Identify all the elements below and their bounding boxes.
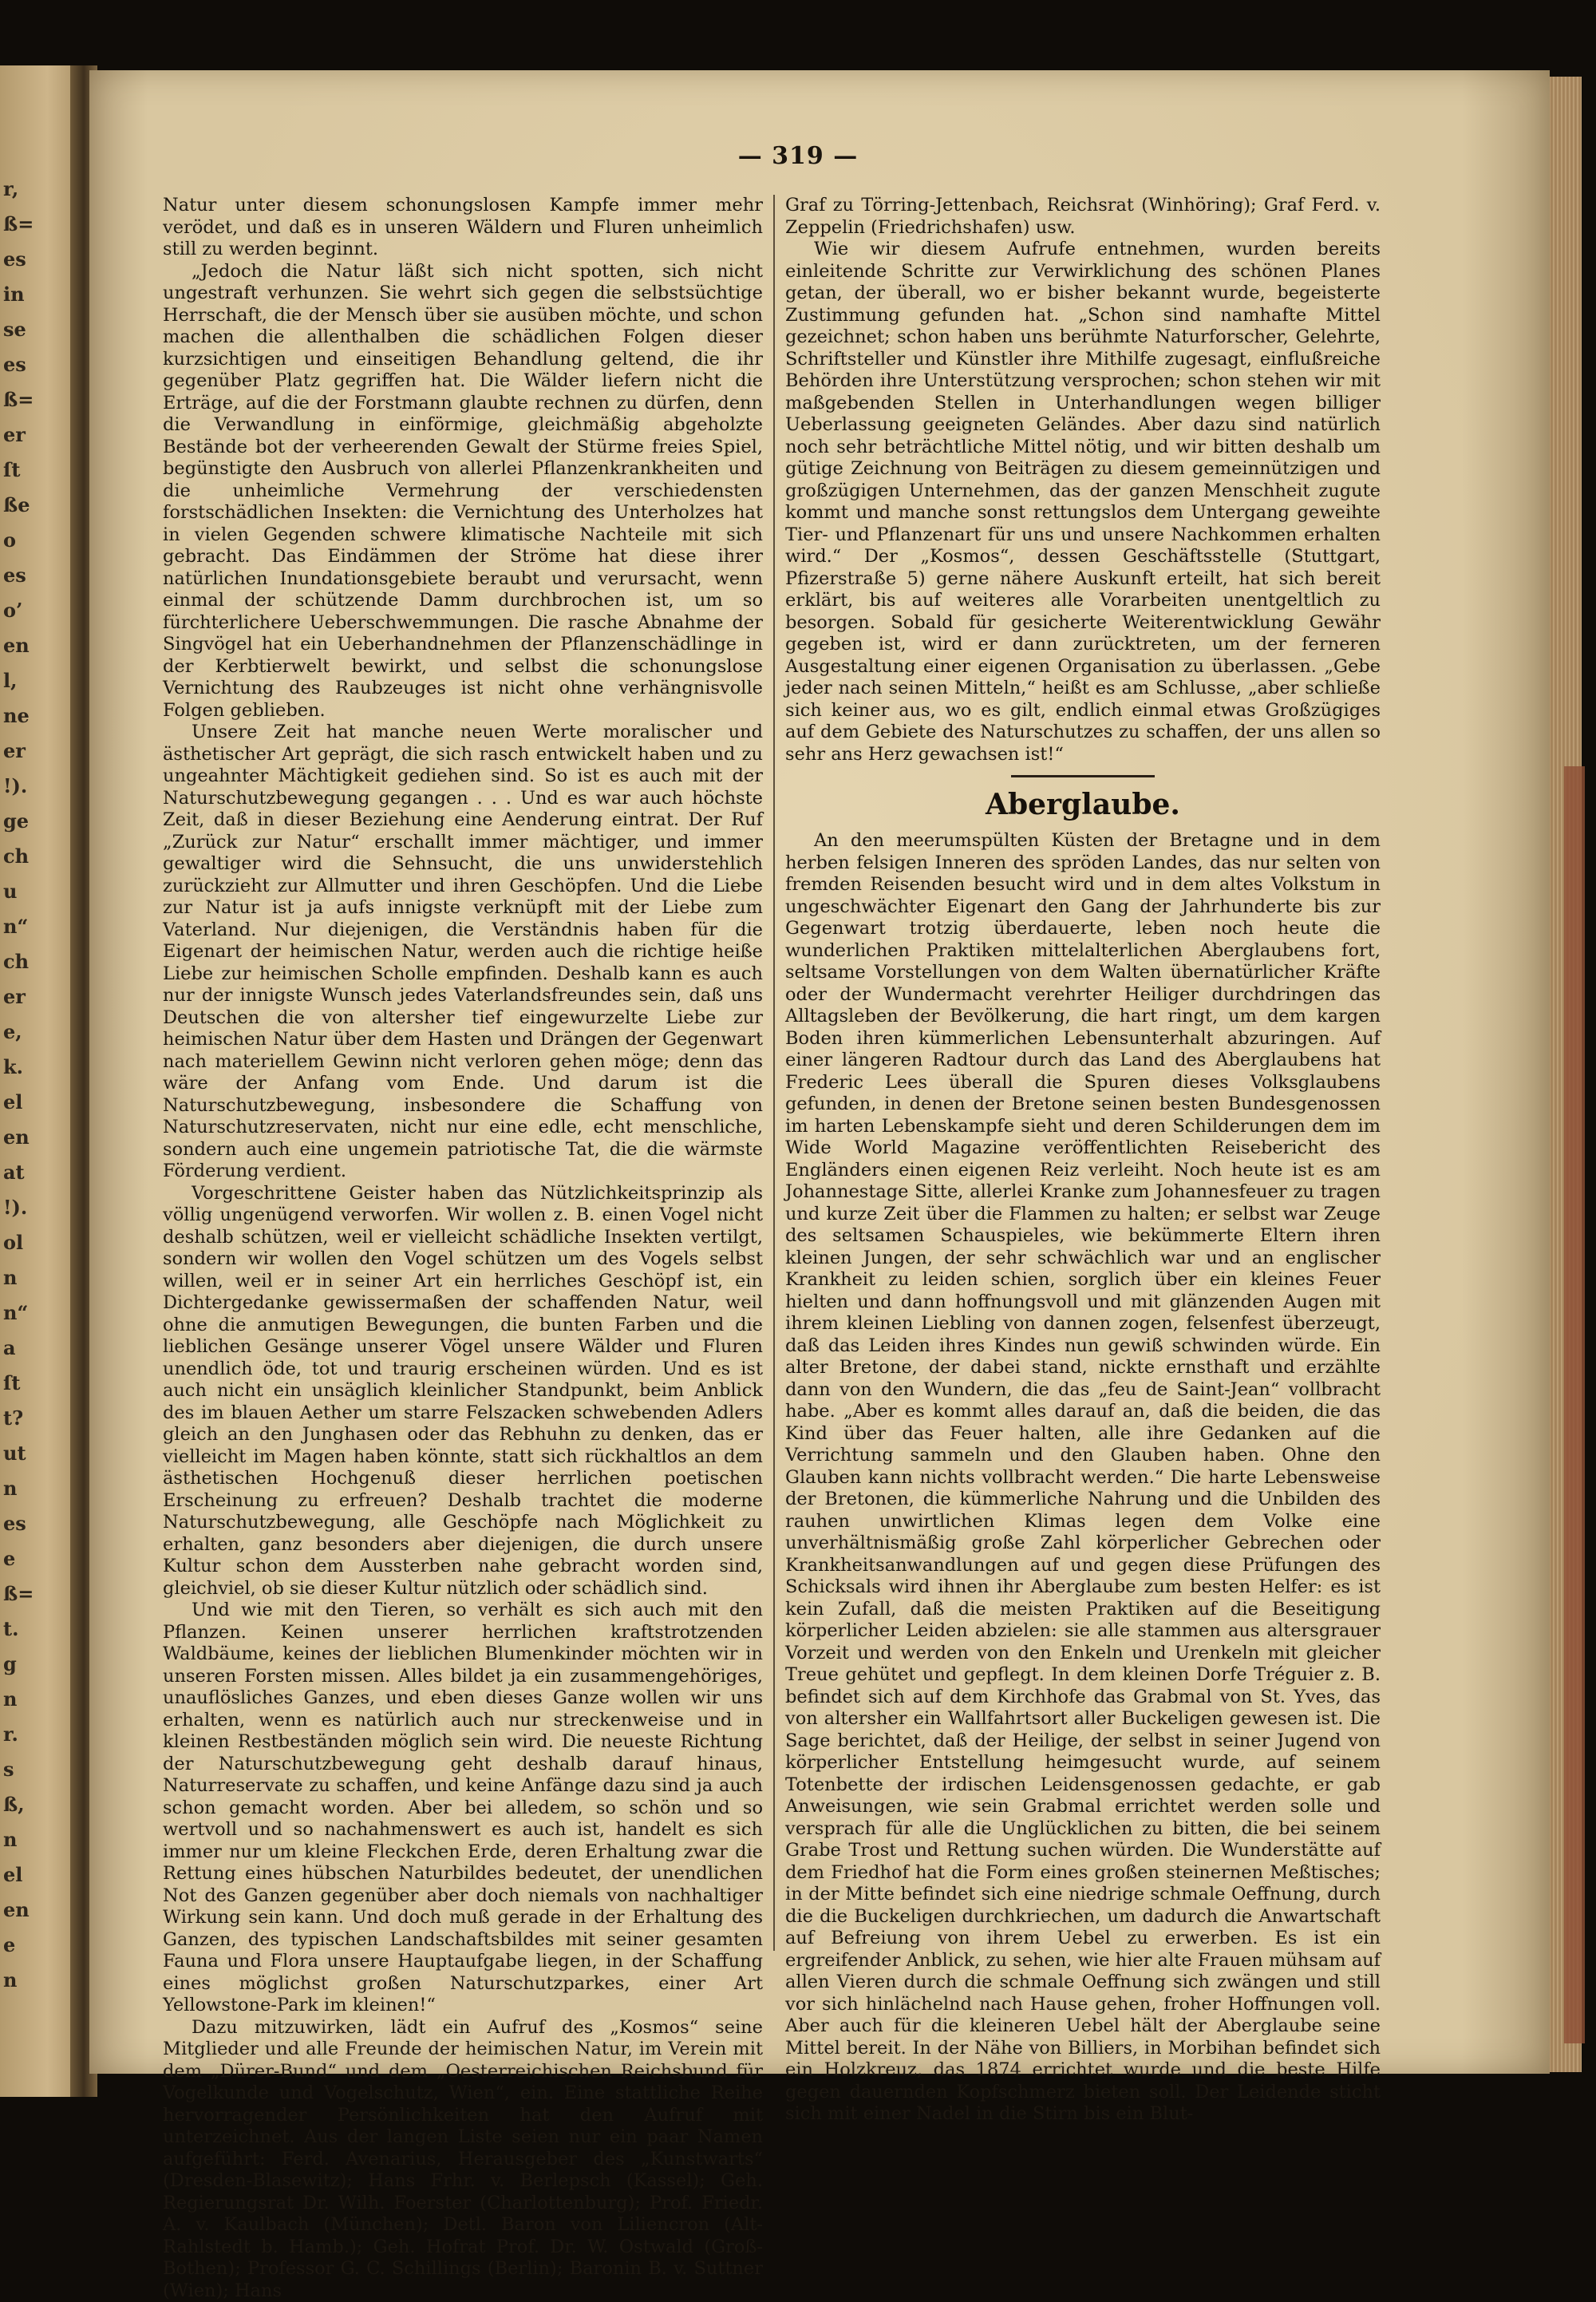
previous-page-glyph: ut	[3, 1442, 26, 1465]
previous-page-glyph: ße	[3, 493, 30, 516]
left-column	[163, 195, 763, 2302]
previous-page-glyph: er	[3, 739, 26, 762]
previous-page-glyph: s	[3, 1758, 14, 1781]
previous-page-glyph: u	[3, 880, 17, 903]
previous-page-glyph: e	[3, 1933, 15, 1956]
previous-page-glyph: l,	[3, 669, 17, 692]
previous-page-glyph: er	[3, 423, 26, 446]
previous-page-glyph: !).	[3, 774, 27, 797]
paragraph: Unsere Zeit hat manche neuen Werte moralischer und ästhetischer Art geprägt, die sich rasch entwickelt haben und zu ungeahnter Mächtigkeit gediehen sind. So ist es auch mit der Naturschutzbewegung gegangen . . . Und es war auch höchste Zeit, daß in dieser Beziehung eine Aenderung eintrat. Der Ruf „Zurück zur Natur“ erschallt immer mächtiger, und immer gewaltiger wird die Sehnsucht, die uns unwiderstehlich zurückzieht zur Allmutter und ihren Geschöpfen. Und die Liebe zur Natur ist ja aufs innigste verknüpft mit der Liebe zum Vaterland. Nur diejenigen, die Verständnis haben für die Eigenart der heimischen Natur, werden auch die richtige heiße Liebe zur heimischen Scholle empfinden. Deshalb kann es auch nur der innigste Wunsch jedes Vaterlandsfreundes sein, daß uns Deutschen die von altersher tief eingewurzelte Liebe zur heimischen Natur über dem Hasten und Drängen der Gegenwart nach materiellem Gewinn nicht verloren gehen möge; denn das wäre der Anfang vom Ende. Und darum ist die Naturschutzbewegung, insbesondere die Schaffung von Naturschutzreservaten, nicht nur eine edle, echt menschliche, sondern auch eine ungemein patriotische Tat, die die wärmste Förderung verdient.	[163, 722, 763, 1183]
previous-page-glyph: ß=	[3, 388, 34, 411]
previous-page-glyph: n	[3, 1477, 17, 1500]
previous-page-glyph: ß=	[3, 212, 34, 235]
previous-page-glyph: el	[3, 1863, 22, 1886]
previous-page-glyph: ſt	[3, 1371, 20, 1394]
previous-page-glyph: g	[3, 1652, 17, 1675]
previous-page-glyph: n	[3, 1687, 17, 1711]
previous-page-glyph: ſt	[3, 458, 20, 481]
article-body	[785, 830, 1381, 2126]
previous-page-glyph: ne	[3, 704, 30, 727]
previous-page-glyph: en	[3, 1898, 30, 1921]
previous-page-glyph: in	[3, 283, 25, 306]
previous-page-glyph: t.	[3, 1617, 18, 1640]
previous-page-glyph: n“	[3, 915, 28, 938]
previous-page-glyph: !).	[3, 1196, 27, 1219]
paragraph: Und wie mit den Tieren, so verhält es sich auch mit den Pflanzen. Keinen unserer herrlichen kraftstrotzenden Waldbäume, keines der lieblichen Blumenkinder möchten wir in unseren Forsten missen. Alles bildet ja ein zusammengehöriges, unauflösliches Ganzes, und eben dieses Ganze wollen wir uns erhalten, wenn es natürlich auch nur streckenweise und in kleinen Restbeständen möglich sein wird. Die neueste Richtung der Naturschutzbewegung geht deshalb darauf hinaus, Naturreservate zu schaffen, und keine Anfänge dazu sind ja auch schon gemacht worden. Aber bei alledem, so schön und so wertvoll und so nachahmenswert es auch ist, handelt es sich immer nur um kleine Fleckchen Erde, deren Erhaltung zwar die Rettung eines hübschen Naturbildes bedeutet, der unendlichen Not des Ganzen gegenüber aber doch niemals von nachhaltiger Wirkung sein kann. Und doch muß gerade in der Erhaltung des Ganzen, des typischen Landschaftsbildes mit seiner gesamten Fauna und Flora unsere Hauptaufgabe liegen, in der Schaffung eines möglichst großen Naturschutzparkes, einer Art Yellowstone-Park im kleinen!“	[163, 1600, 763, 2017]
previous-page-glyph: er	[3, 985, 26, 1008]
kosmos-appeal-continuation	[785, 195, 1381, 765]
page-number: — 319 —	[702, 142, 894, 174]
previous-page-glyph: r,	[3, 177, 18, 200]
previous-page-glyph: es	[3, 353, 26, 376]
column-divider	[773, 195, 775, 1951]
previous-page-glyph: en	[3, 1125, 30, 1149]
previous-page-glyph: se	[3, 318, 26, 341]
previous-page-glyph: ß,	[3, 1793, 25, 1816]
previous-page-glyph: n	[3, 1266, 17, 1289]
previous-page-glyph: e	[3, 1547, 15, 1570]
previous-page-glyph: at	[3, 1161, 25, 1184]
previous-page-glyph: o	[3, 528, 16, 552]
previous-page-glyph: o’	[3, 599, 22, 622]
previous-page-glyph: n“	[3, 1301, 28, 1324]
previous-page-glyph: k.	[3, 1055, 23, 1078]
previous-page-glyph: es	[3, 564, 26, 587]
previous-page-glyph: r.	[3, 1723, 18, 1746]
article-heading: Aberglaube.	[785, 789, 1381, 821]
previous-page-glyph: n	[3, 1968, 17, 1992]
previous-page-glyph: ge	[3, 809, 29, 833]
previous-page-glyph: e,	[3, 1020, 22, 1043]
previous-page-glyph: en	[3, 634, 30, 657]
section-divider	[1011, 775, 1155, 777]
paragraph: Vorgeschrittene Geister haben das Nützlichkeitsprinzip als völlig ungenügend verworfen. Wir wollen z. B. einen Vogel nicht deshalb schützen, weil er vielleicht schädliche Insekten vertilgt, sondern wir wollen den Vogel schützen um des Vogels selbst willen, weil er in seiner Art ein herrliches Geschöpf ist, ein Dichtergedanke gewissermaßen der schaffenden Natur, weil ohne die anmutigen Bewegungen, die bunten Farben und die lieblichen Gesänge unserer Vögel unsere Wälder und Fluren unendlich öde, tot und traurig erscheinen würden. Und es ist auch nicht ein unsäglich kleinlicher Standpunkt, beim Anblick des im blauen Aether um starre Felszacken schwebenden Adlers gleich an den Junghasen oder das Rebhuhn zu denken, das er vielleicht im Magen haben könnte, statt sich rückhaltlos an dem ästhetischen Hochgenuß dieser herrlichen poetischen Erscheinung zu erfreuen? Deshalb trachtet die moderne Naturschutzbewegung, alle Geschöpfe nach Möglichkeit zu erhalten, ganz besonders aber diejenigen, die durch unsere Kultur schon dem Aussterben nahe gebracht worden sind, gleichviel, ob sie dieser Kultur nützlich oder schädlich sind.	[163, 1183, 763, 1600]
previous-page-glyph: ch	[3, 950, 29, 973]
paragraph: Dazu mitzuwirken, lädt ein Aufruf des „Kosmos“ seine Mitglieder und alle Freunde der heimischen Natur, im Verein mit dem „Dürer-Bund“ und dem „Oesterreichischen Reichsbund für Vogelkunde und Vogelschutz, Wien“, ein. Eine stattliche Reihe hervorragender Persönlichkeiten hat den Aufruf mit unterzeichnet. Aus der langen Liste seien nur ein paar Namen aufgeführt: Ferd. Avenarius, Herausgeber des „Kunstwarts“ (Dresden-Blasewitz); Hans Frhr. v. Berlepsch (Kassel); Geh. Regierungsrat Dr. Wilh. Foerster (Charlottenburg); Prof. Friedr. A. v. Kaulbach (München); Detl. Baron von Liliencron (Alt-Rahlstedt b. Hamb.); Geh. Hofrat Prof. Dr. W. Ostwald (Groß-Bothen); Professor G. C. Schillings (Berlin); Baronin B. v. Suttner (Wien); Hans	[163, 2017, 763, 2302]
paragraph: „Jedoch die Natur läßt sich nicht spotten, sich nicht ungestraft verhunzen. Sie wehrt sich gegen die selbstsüchtige Herrschaft, die der Mensch über sie ausüben möchte, und schon machen die allenthalben die schädlichen Folgen dieser kurzsichtigen und einseitigen Behandlung geltend, die ihr gegenüber Platz gegriffen hat. Die Wälder liefern nicht die Erträge, auf die der Forstmann glaubte rechnen zu dürfen, denn die Verwandlung in einförmige, gleichmäßig abgeholzte Bestände bot der verheerenden Gewalt der Stürme freies Spiel, begünstigte den Ausbruch von allerlei Pflanzenkrankheiten und die unheimliche Vermehrung der verschiedensten forstschädlichen Insekten: die Vernichtung des Unterholzes hat in vielen Gegenden schwere klimatische Nachteile mit sich gebracht. Das Eindämmen der Ströme hat diese ihrer natürlichen Inundationsgebiete beraubt und verursacht, wenn einmal der schützende Damm durchbrochen ist, um so fürchterlichere Ueberschwemmungen. Die rasche Abnahme der Singvögel hat ein Ueberhandnehmen der Pflanzenschädlinge in der Kerbtierwelt bewirkt, und selbst die schonungslose Vernichtung des Raubzeuges ist nicht ohne verhängnisvolle Folgen geblieben.	[163, 261, 763, 722]
previous-page-glyph: es	[3, 247, 26, 271]
paragraph: Natur unter diesem schonungslosen Kampfe immer mehr verödet, und daß es in unseren Wäldern und Fluren unheimlich still zu werden beginnt.	[163, 195, 763, 261]
previous-page-glyph: es	[3, 1512, 26, 1535]
paragraph: Wie wir diesem Aufrufe entnehmen, wurden bereits einleitende Schritte zur Verwirklichung des schönen Planes getan, der überall, wo er bisher bekannt wurde, begeisterte Zustimmung gefunden hat. „Schon sind namhafte Mittel gezeichnet; schon haben uns berühmte Naturforscher, Gelehrte, Schriftsteller und Künstler ihre Mithilfe zugesagt, einflußreiche Behörden ihre Unterstützung versprochen; schon stehen wir mit maßgebenden Stellen in Unterhandlungen wegen billiger Ueberlassung geeigneten Geländes. Aber dazu sind natürlich noch sehr beträchtliche Mittel nötig, und wir bitten deshalb um gütige Zeichnung von Beiträgen zu diesem gemeinnützigen und großzügigen Unternehmen, das der ganzen Menschheit zugute kommt und manche sonst rettungslos dem Untergang geweihte Tier- und Pflanzenart für uns und unsere Nachkommen erhalten wird.“ Der „Kosmos“, dessen Geschäftsstelle (Stuttgart, Pfizerstraße 5) gerne nähere Auskunft erteilt, hat sich bereit erklärt, bis auf weiteres alle Vorarbeiten unentgeltlich zu besorgen. Sobald für gesicherte Weiterentwicklung Gewähr gegeben ist, wird er dann zurücktreten, um der ferneren Ausgestaltung einer eigenen Organisation zu überlassen. „Gebe jeder nach seinen Mitteln,“ heißt es am Schlusse, „aber schließe sich keiner aus, wo es gilt, endlich einmal etwas Großzügiges auf dem Gebiete des Naturschutzes zu schaffen, der uns allen so sehr ans Herz gewachsen ist!“	[785, 239, 1381, 765]
paragraph: Graf zu Törring-Jettenbach, Reichsrat (Winhöring); Graf Ferd. v. Zeppelin (Friedrichshafen) usw.	[785, 195, 1381, 239]
right-column	[785, 195, 1381, 2126]
previous-page-glyph: a	[3, 1336, 16, 1359]
previous-page-glyph: t?	[3, 1406, 23, 1430]
previous-page-glyph: ol	[3, 1231, 23, 1254]
paragraph: An den meerumspülten Küsten der Bretagne und in dem herben felsigen Inneren des spröden Landes, das nur selten von fremden Reisenden besucht wird und in dem altes Volkstum in ungeschwächter Eigenart den Gang der Jahrhunderte bis zur Gegenwart trotzig überdauerte, leben noch heute die wunderlichen Praktiken mittelalterlichen Aberglaubens fort, seltsame Vorstellungen von dem Walten übernatürlicher Kräfte oder der Wundermacht verehrter Heiliger durchdringen das Alltagsleben der Bevölkerung, die hart ringt, um dem kargen Boden ihren kümmerlichen Lebensunterhalt abzuringen. Auf einer längeren Radtour durch das Land des Aberglaubens hat Frederic Lees überall die Spuren dieses Volksglaubens gefunden, in denen der Bretone seinen besten Bundesgenossen im harten Lebenskampfe sieht und deren Schilderungen dem im Wide World Magazine veröffentlichten Reisebericht des Engländers einen eigenen Reiz verleiht. Noch heute ist es am Johannestage Sitte, allerlei Kranke zum Johannesfeuer zu tragen und kurze Zeit über die Flammen zu halten; er selbst war Zeuge des seltsamen Schauspieles, wie bekümmerte Eltern ihren kleinen Jungen, der sehr schwächlich war und an englischer Krankheit zu leiden schien, sorglich über ein kleines Feuer hielten und dann hoffnungsvoll und mit glänzenden Augen mit ihrem kleinen Liebling von dannen zogen, felsenfest überzeugt, daß das Leiden ihres Kindes nun gewiß schwinden würde. Ein alter Bretone, der dabei stand, nickte ernsthaft und erzählte dann von den Wundern, die das „feu de Saint-Jean“ vollbracht habe. „Aber es kommt alles darauf an, daß die beiden, die das Kind über das Feuer halten, alle ihre Gedanken auf die Verrichtung sammeln und den Glauben haben. Ohne den Glauben kann nichts vollbracht werden.“ Die harte Lebensweise der Bretonen, die kümmerliche Nahrung und die Unbilden des rauhen unwirtlichen Klimas legen dem Volke eine unverhältnismäßig große Zahl körperlicher Gebrechen oder Krankheitsanwandlungen auf und gegen diese Prüfungen des Schicksals wird ihnen ihr Aberglaube zum besten Helfer: es ist kein Zufall, daß die meisten Praktiken auf die Beseitigung körperlicher Leiden abzielen: sie alle stammen aus altersgrauer Vorzeit und werden von den Enkeln und Urenkeln mit gleicher Treue gehütet und gepflegt. In dem kleinen Dorfe Tréguier z. B. befindet sich auf dem Kirchhofe das Grabmal von St. Yves, das von altersher ein Wallfahrtsort aller Buckeligen gewesen ist. Die Sage berichtet, daß der Heilige, der selbst in seiner Jugend von körperlicher Entstellung heimgesucht wurde, auf seinem Totenbette der irdischen Leidensgenossen gedachte, er gab Anweisungen, wie sein Grabmal errichtet werden solle und versprach für alle die Unglücklichen zu bitten, die bei seinem Grabe Trost und Rettung suchen würden. Die Wunderstätte auf dem Friedhof hat die Form eines großen steinernen Meßtisches; in der Mitte befindet sich eine niedrige schmale Oeffnung, durch die die Buckeligen durchkriechen, um dadurch die Anwartschaft auf Befreiung von ihrem Uebel zu erwerben. Es ist ein ergreifender Anblick, zu sehen, wie hier alte Frauen mühsam auf allen Vieren durch die schmale Oeffnung sich zwängen und still vor sich hinlächelnd nach Hause gehen, froher Hoffnungen voll. Aber auch für die kleineren Uebel hält der Aberglaube seine Mittel bereit. In der Nähe von Billiers, in Morbihan befindet sich ein Holzkreuz, das 1874 errichtet wurde und die beste Hilfe gegen dauernden Kopfschmerz bieten soll. Der Leidende sticht sich mit einer Nadel in die Stirn bis ein Blut-	[785, 830, 1381, 2126]
previous-page-glyph: ß=	[3, 1582, 34, 1605]
previous-page-glyph: n	[3, 1828, 17, 1851]
previous-page-glyph: el	[3, 1090, 22, 1113]
red-page-edge	[1564, 766, 1585, 2043]
previous-page-glyph: ch	[3, 844, 29, 868]
